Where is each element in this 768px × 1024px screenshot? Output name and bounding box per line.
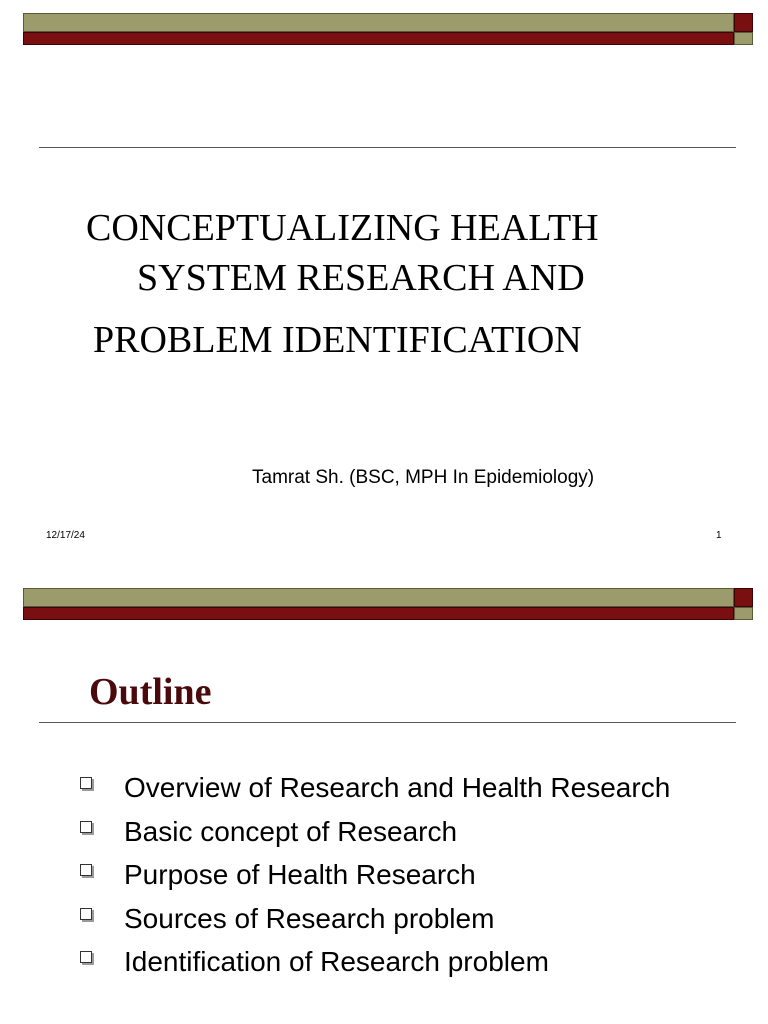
header-corner-square-maroon <box>734 588 753 607</box>
square-bullet-icon <box>80 821 92 833</box>
square-bullet-icon <box>80 951 92 963</box>
header-corner-square-olive <box>734 32 753 45</box>
outline-slide <box>0 576 768 1024</box>
footer-page-number: 1 <box>716 530 722 541</box>
square-bullet-icon <box>80 777 92 789</box>
bullet-text: Overview of Research and Health Research <box>124 772 671 803</box>
bullet-text: Identification of Research problem <box>124 946 549 977</box>
header-banner-olive <box>23 588 734 607</box>
title-divider <box>39 722 736 723</box>
author-subtitle: Tamrat Sh. (BSC, MPH In Epidemiology) <box>252 467 595 488</box>
footer-date: 12/17/24 <box>46 530 85 541</box>
bullet-text: Sources of Research problem <box>124 902 495 934</box>
outline-title: Outline <box>89 671 212 713</box>
title-line-1: CONCEPTUALIZING HEALTH <box>86 207 599 249</box>
header-banner-maroon <box>23 32 734 45</box>
header-corner-square-maroon <box>734 13 753 32</box>
title-line-2: SYSTEM RESEARCH AND <box>137 257 585 299</box>
header-corner-square-olive <box>734 607 753 620</box>
title-line-3: PROBLEM IDENTIFICATION <box>93 319 582 361</box>
bullet-text: Basic concept of Research <box>124 815 458 847</box>
title-divider <box>39 147 736 148</box>
square-bullet-icon <box>80 864 92 876</box>
square-bullet-icon <box>80 908 92 920</box>
bullet-text: Purpose of Health Research <box>124 859 476 890</box>
header-banner-maroon <box>23 607 734 620</box>
header-banner-olive <box>23 13 734 32</box>
